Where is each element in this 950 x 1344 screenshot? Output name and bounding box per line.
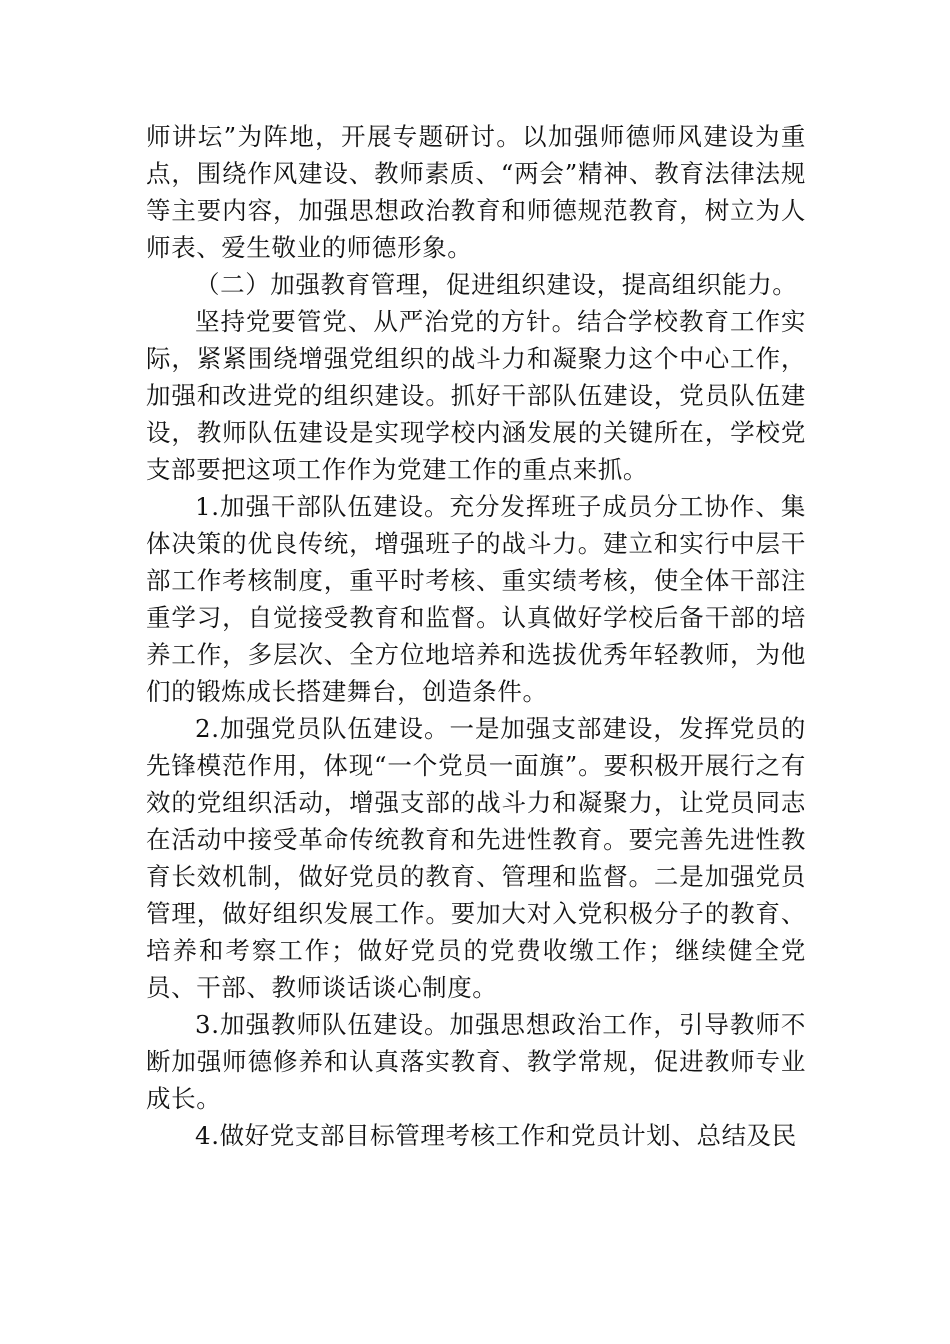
paragraph-item-2-party-members: 2.加强党员队伍建设。一是加强支部建设，发挥党员的先锋模范作用，体现“一个党员一面旗”。要积极开展行之有效的党组织活动，增强支部的战斗力和凝聚力，让党员同志在活动中接受革命传统教育和先进性教育。要完善先进性教育长效机制，做好党员的教育、管理和监督。二是加强党员管理，做好组织发展工作。要加大对入党积极分子的教育、培养和考察工作；做好党员的党费收缴工作；继续健全党员、干部、教师谈话谈心制度。 xyxy=(146,714,806,1002)
paragraph-item-3-teachers: 3.加强教师队伍建设。加强思想政治工作，引导教师不断加强师德修养和认真落实教育、教学常规，促进教师专业成长。 xyxy=(146,1010,806,1113)
paragraph-item-4-assessment: 4.做好党支部目标管理考核工作和党员计划、总结及民 xyxy=(195,1121,797,1150)
paragraph-continuation: 师讲坛”为阵地，开展专题研讨。以加强师德师风建设为重点，围绕作风建设、教师素质、“两会”精神、教育法律法规等主要内容，加强思想政治教育和师德规范教育，树立为人师表、爱生敬业的师德形象。 xyxy=(146,122,806,262)
section-heading-2: （二）加强教育管理，促进组织建设，提高组织能力。 xyxy=(195,270,798,299)
document-body xyxy=(146,118,806,1154)
paragraph-item-1-cadre: 1.加强干部队伍建设。充分发挥班子成员分工协作、集体决策的优良传统，增强班子的战斗力。建立和实行中层干部工作考核制度，重平时考核、重实绩考核，使全体干部注重学习，自觉接受教育和监督。认真做好学校后备干部的培养工作，多层次、全方位地培养和选拔优秀年轻教师，为他们的锻炼成长搭建舞台，创造条件。 xyxy=(146,492,806,706)
paragraph-party-principle: 坚持党要管党、从严治党的方针。结合学校教育工作实际，紧紧围绕增强党组织的战斗力和凝聚力这个中心工作，加强和改进党的组织建设。抓好干部队伍建设，党员队伍建设，教师队伍建设是实现学校内涵发展的关键所在，学校党支部要把这项工作作为党建工作的重点来抓。 xyxy=(146,307,806,484)
